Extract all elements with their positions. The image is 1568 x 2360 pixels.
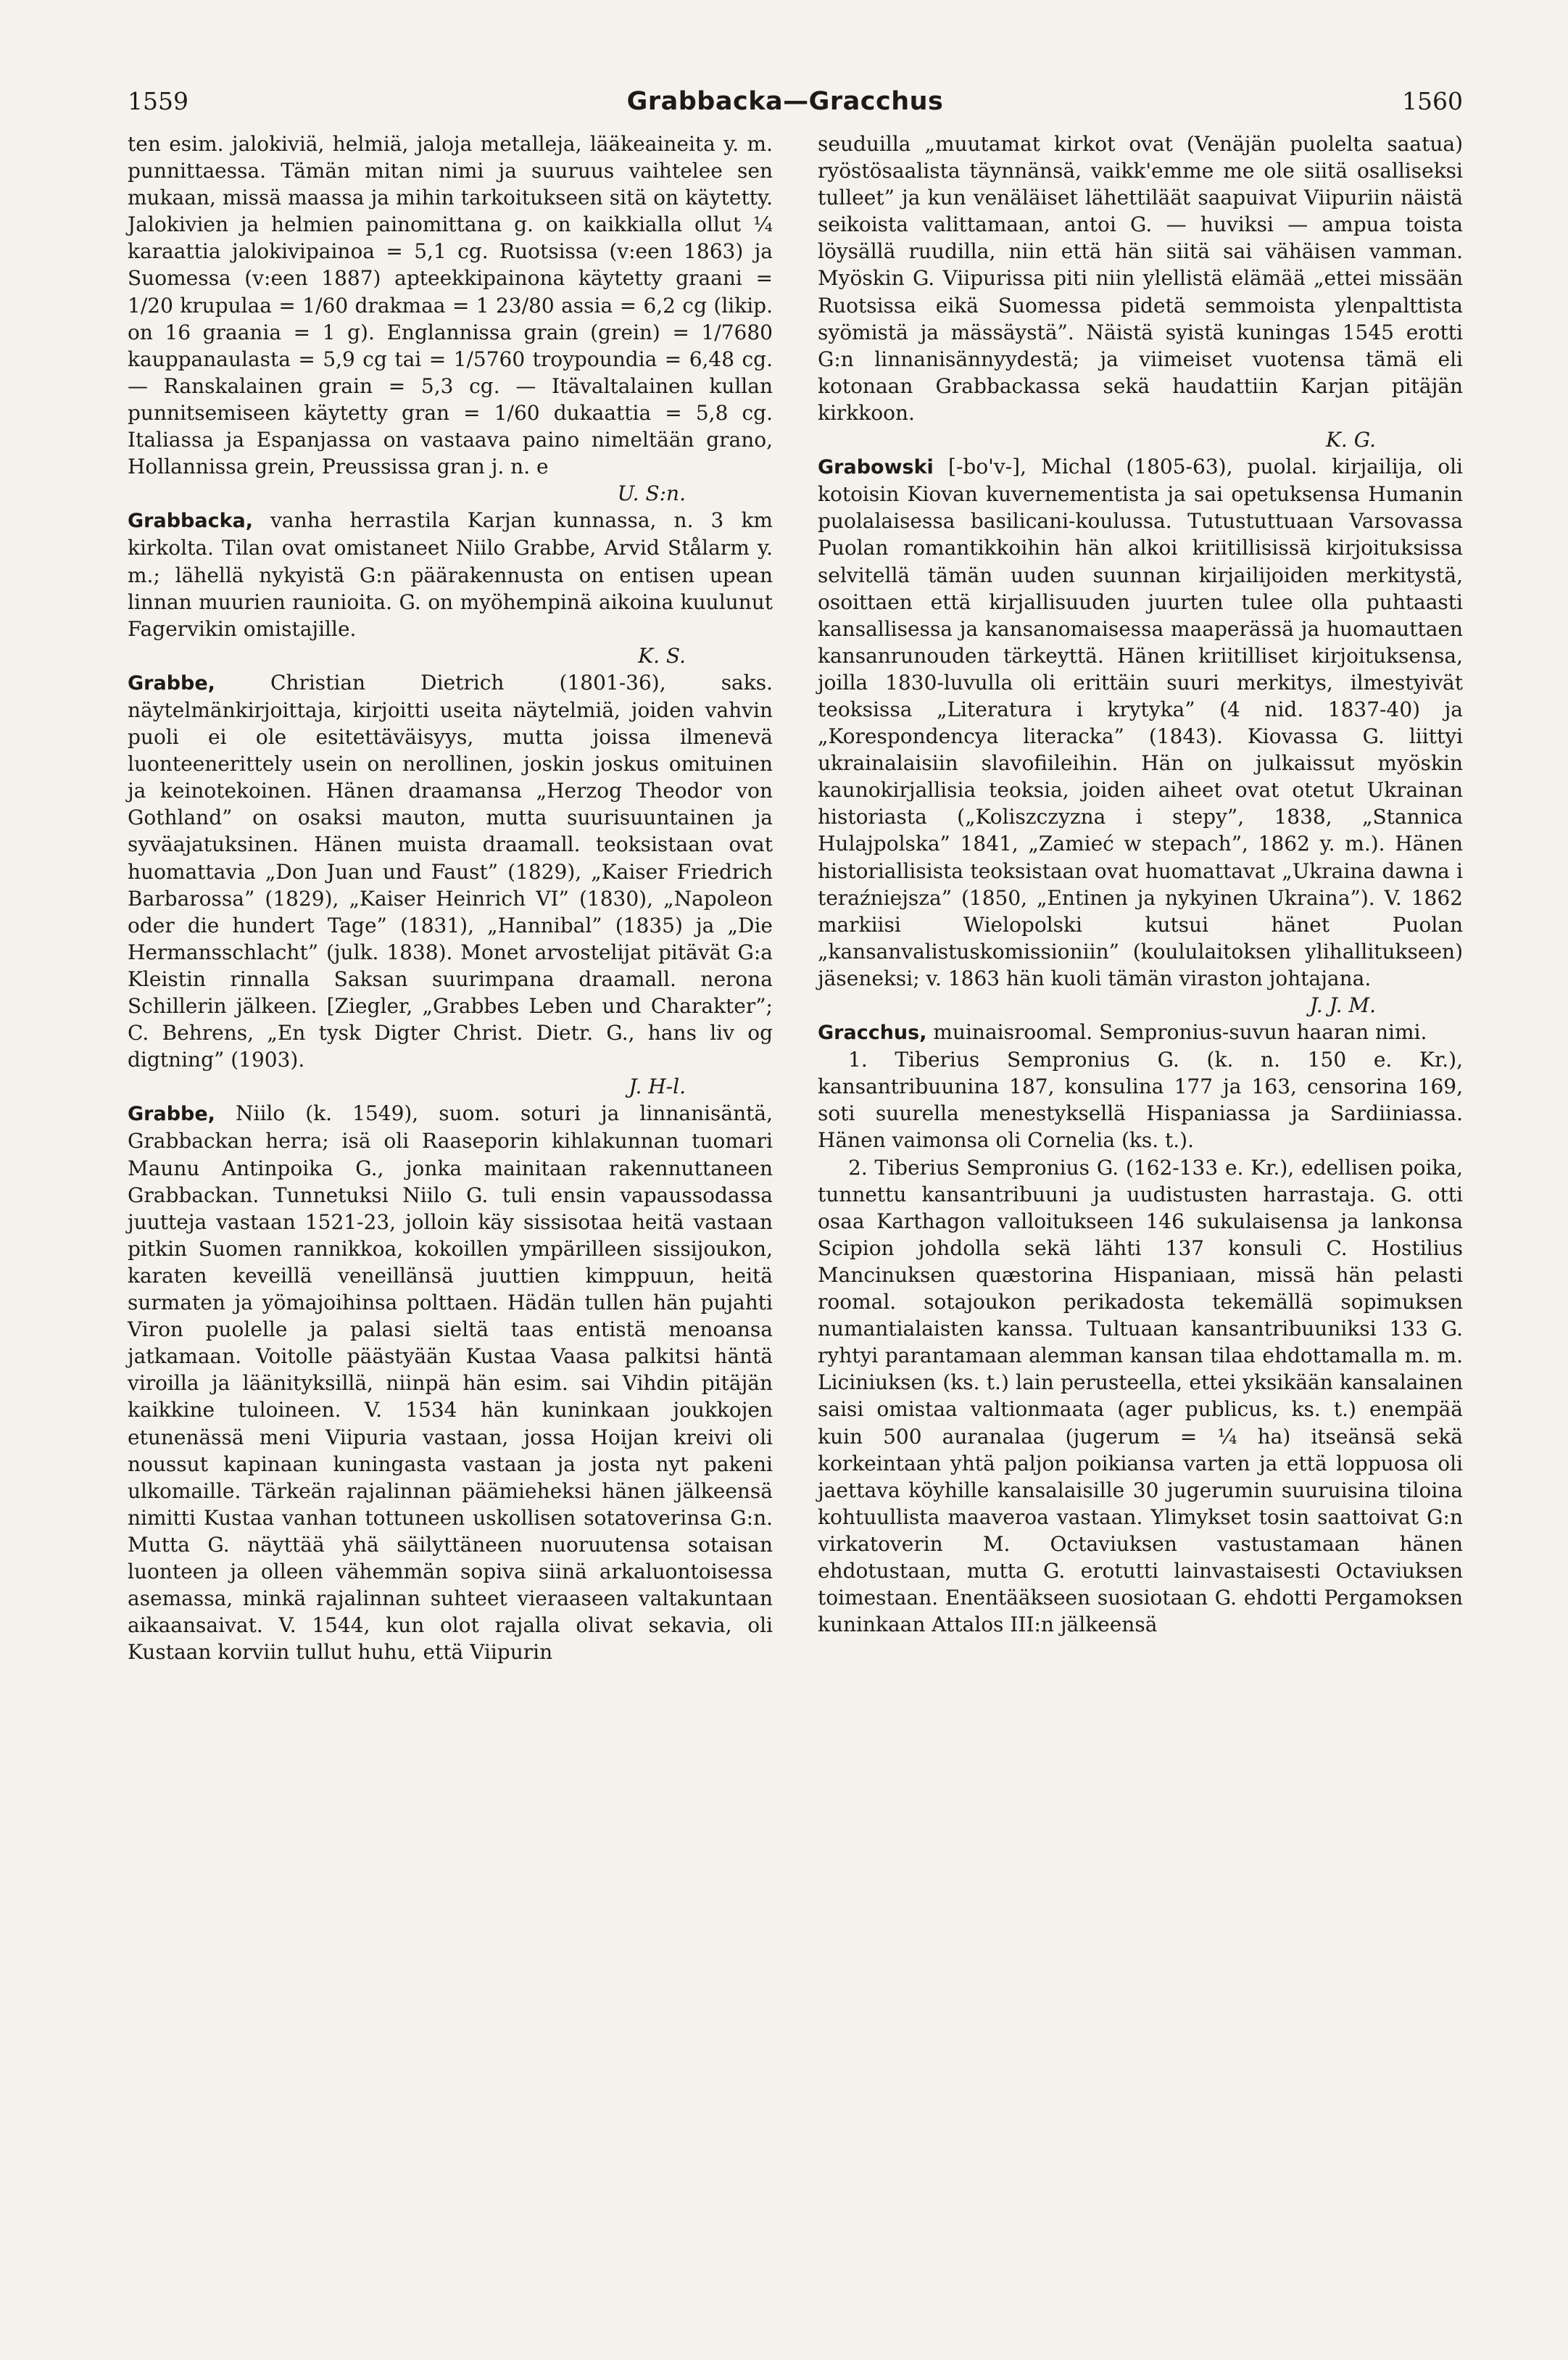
author-signature: K. G. bbox=[1326, 428, 1376, 452]
page-number-right: 1560 bbox=[1402, 87, 1463, 115]
page-header bbox=[107, 87, 1463, 131]
entry-grabbe-niilo bbox=[128, 1100, 773, 1665]
entry-continuation bbox=[818, 131, 1463, 453]
entry-grabowski bbox=[818, 453, 1463, 1019]
entry-text: Christian Dietrich (1801-36), saks. näytelmänkirjoittaja, kirjoitti useita näytelmiä, joiden vahvin puoli ei ole esitettäväisyys, mutta joissa ilmenevä luonteenerittely usein on nerollinen, joskin joskus omituinen ja keinotekoinen. Hänen draamansa „Herzog Theodor von Gothland” on osaksi mauton, mutta suurisuuntainen ja syväajatuksinen. Hänen muista draamall. teoksistaan ovat huomattavia „Don Juan und Faust” (1829), „Kaiser Friedrich Barbarossa” (1829), „Kaiser Heinrich VI” (1830), „Napoleon oder die hundert Tage” (1831), „Hannibal” (1835) ja „Die Hermansschlacht” (julk. 1838). Monet arvostelijat pitävät G:a Kleistin rinnalla Saksan suurimpana draamall. nerona Schillerin jälkeen. [Ziegler, „Grabbes Leben und Charakter”; C. Behrens, „En tysk Digter Christ. Dietr. G., hans liv og digtning” (1903). bbox=[128, 670, 773, 1072]
entry-text: 2. Tiberius Sempronius G. (162-133 e. Kr.), edellisen poika, tunnettu kansantribuuni ja uudistusten harrastaja. G. otti osaa Karthagon valloitukseen 146 sukulaisensa ja lankonsa Scipion johdolla sekä lähti 137 konsuli C. Hostilius Mancinuksen quæstorina Hispaniaan, missä hän pelasti roomal. sotajoukon perikadosta tekemällä sopimuksen numantialaisten kanssa. Tultuaan kansantribuuniksi 133 G. ryhtyi parantamaan alemman kansan tilaa ehdottamalla m. m. Liciniuksen (ks. t.) lain perusteella, ettei yksikään kansalainen saisi omistaa valtionmaata (ager publicus, ks. t.) enempää kuin 500 auranalaa (jugerum = ¼ ha) itseänsä sekä korkeintaan yhtä paljon poikiansa varten ja että loppuosa oli jaettava köyhille kansalaisille 30 jugerumin suuruisina tiloina kohtuullista maaveroa vastaan. Ylimykset tosin saattoivat G:n virkatoverin M. Octaviuksen vastustamaan hänen ehdotustaan, mutta G. erotutti lainvastaisesti Octaviuksen toimestaan. Enentääkseen suosiotaan G. ehdotti Pergamoksen kuninkaan Attalos III:n jälkeensä bbox=[818, 1155, 1463, 1637]
entry-continuation bbox=[128, 131, 773, 507]
headword: Grabbacka, bbox=[128, 510, 254, 533]
headword: Grabowski bbox=[818, 456, 934, 479]
author-signature: J. H-l. bbox=[629, 1075, 686, 1099]
running-head: Grabbacka—Gracchus bbox=[626, 87, 944, 116]
entry-text: vanha herrastila Karjan kunnassa, n. 3 km kirkolta. Tilan ovat omistaneet Niilo Grabbe, Arvid Stålarm y. m.; lähellä nykyistä G:n päärakennusta on entisen upean linnan muurien raunioita. G. on myöhempinä aikoina kuulunut Fagervikin omistajille. bbox=[128, 508, 773, 641]
author-signature: J. J. M. bbox=[1309, 993, 1376, 1017]
subentry-tiberius-younger bbox=[818, 1154, 1463, 1639]
subentry-tiberius-elder bbox=[818, 1046, 1463, 1154]
entry-text: Niilo (k. 1549), suom. soturi ja linnanisäntä, Grabbackan herra; isä oli Raaseporin kihlakunnan tuomari Maunu Antinpoika G., jonka mainitaan rakennuttaneen Grabbackan. Tunnetuksi Niilo G. tuli ensin vapaussodassa juutteja vastaan 1521-23, jolloin käy sissisotaa heitä vastaan pitkin Suomen rannikkoa, kokoillen ympärilleen sissijoukon, karaten keveillä veneillänsä juuttien kimppuun, heitä surmaten ja yömajoihinsa polttaen. Hädän tullen hän pujahti Viron puolelle ja palasi sieltä taas entistä menoansa jatkamaan. Voitolle päästyään Kustaa Vaasa palkitsi häntä viroilla ja läänityksillä, niinpä hän esim. sai Vihdin pitäjän kaikkine tuloineen. V. 1534 hän kuninkaan joukkojen etunenässä meni Viipuria vastaan, jossa Hoijan kreivi oli noussut kapinaan kuningasta vastaan ja josta nyt pakeni ulkomaille. Tärkeän rajalinnan päämieheksi hänen jälkeensä nimitti Kustaa vanhan tottuneen uskollisen sotatoverinsa G:n. Mutta G. näyttää yhä säilyttäneen nuoruutensa sotaisan luonteen ja olleen vähemmän sopiva siinä arkaluontoisessa asemassa, minkä rajalinnan suhteet vieraaseen valtakuntaan aikaansaivat. V. 1544, kun olot rajalla olivat sekavia, oli Kustaan korviin tullut huhu, että Viipurin bbox=[128, 1101, 773, 1665]
text-columns bbox=[128, 131, 1463, 2327]
page-number-left: 1559 bbox=[128, 87, 188, 115]
entry-text: [-bo'v-], Michal (1805-63), puolal. kirjailija, oli kotoisin Kiovan kuvernementista ja sai opetuksensa Humanin puolalaisessa basilicani-koulussa. Tutustuttuaan Varsovassa Puolan romantikkoihin hän alkoi kriitillisissä kirjoituksissa selvitellä tämän uuden suunnan kirjailijoiden merkitystä, osoittaen että kirjallisuuden juurten tulee olla puhtaasti kansallisessa ja kansanomaisessa maaperässä ja huomauttaen kansanrunouden tärkeyttä. Hänen kriitilliset kirjoituksensa, joilla 1830-luvulla oli erittäin suuri merkitys, ilmestyivät teoksissa „Literatura i krytyka” (4 nid. 1837-40) ja „Korespondencya literacka” (1843). Kiovassa G. liittyi ukrainalaisiin slavofiileihin. Hän on julkaissut myöskin kaunokirjallisia teoksia, joiden aiheet ovat otetut Ukrainan historiasta („Koliszczyzna i stepy”, 1838, „Stannica Hulajpolska” 1841, „Zamieć w stepach”, 1862 y. m.). Hänen historiallisista teoksistaan ovat huomattavat „Ukraina dawna i teraźniejsza” (1850, „Entinen ja nykyinen Ukraina”). V. 1862 markiisi Wielopolski kutsui hänet Puolan „kansanvalistuskomissioniin” (koululaitoksen ylihallitukseen) jäseneksi; v. 1863 hän kuoli tämän viraston johtajana. bbox=[818, 455, 1463, 990]
author-signature: U. S:n. bbox=[617, 481, 686, 506]
headword: Grabbe, bbox=[128, 1103, 215, 1126]
left-column bbox=[128, 131, 773, 1665]
entry-gracchus bbox=[818, 1019, 1463, 1046]
entry-text: ten esim. jalokiviä, helmiä, jaloja metalleja, lääkeaineita y. m. punnittaessa. Tämän mitan nimi ja suuruus vaihtelee sen mukaan, missä maassa ja mihin tarkoitukseen sitä on käytetty. Jalokivien ja helmien painomittana g. on kaikkialla ollut ¼ karaattia jalokivipainoa = 5,1 cg. Ruotsissa (v:een 1863) ja Suomessa (v:een 1887) apteekkipainona käytetty graani = 1/20 krupulaa = 1/60 drakmaa = 1 23/80 assia = 6,2 cg (likip. on 16 graania = 1 g). Englannissa grain (grein) = 1/7680 kauppanaulasta = 5,9 cg tai = 1/5760 troypoundia = 6,48 cg. — Ranskalainen grain = 5,3 cg. — Itävaltalainen kullan punnitsemiseen käytetty gran = 1/60 dukaattia = 5,8 cg. Italiassa ja Espanjassa on vastaava paino nimeltään grano, Hollannissa grein, Preussissa gran j. n. e bbox=[128, 132, 773, 479]
encyclopedia-page bbox=[107, 87, 1463, 2327]
entry-grabbacka bbox=[128, 507, 773, 669]
right-column bbox=[818, 131, 1463, 1638]
entry-text: 1. Tiberius Sempronius G. (k. n. 150 e. Kr.), kansantribuunina 187, konsulina 177 ja 163, censorina 169, soti suurella menestyksellä Hispaniassa ja Sardiiniassa. Hänen vaimonsa oli Cornelia (ks. t.). bbox=[818, 1048, 1463, 1153]
entry-grabbe-christian bbox=[128, 669, 773, 1101]
entry-text: muinaisroomal. Sempronius-suvun haaran nimi. bbox=[926, 1020, 1427, 1045]
headword: Gracchus, bbox=[818, 1022, 927, 1045]
entry-text: seuduilla „muutamat kirkot ovat (Venäjän puolelta saatua) ryöstösaalista täynnänsä, vaikk'emme me ole siitä osalliseksi tulleet” ja kun venäläiset lähettiläät saapuivat Viipuriin näistä seikoista valittamaan, antoi G. — huviksi — ampua toista löysällä ruudilla, niin että hän siitä sai vähäisen vamman. Myöskin G. Viipurissa piti niin ylellistä elämää „ettei missään Ruotsissa eikä Suomessa pidetä semmoista ylenpalttista syömistä ja mässäystä”. Näistä syistä kuningas 1545 erotti G:n linnanisännyydestä; ja viimeiset vuotensa tämä eli kotonaan Grabbackassa sekä haudattiin Karjan pitäjän kirkkoon. bbox=[818, 132, 1463, 425]
author-signature: K. S. bbox=[638, 643, 686, 668]
headword: Grabbe, bbox=[128, 671, 215, 695]
